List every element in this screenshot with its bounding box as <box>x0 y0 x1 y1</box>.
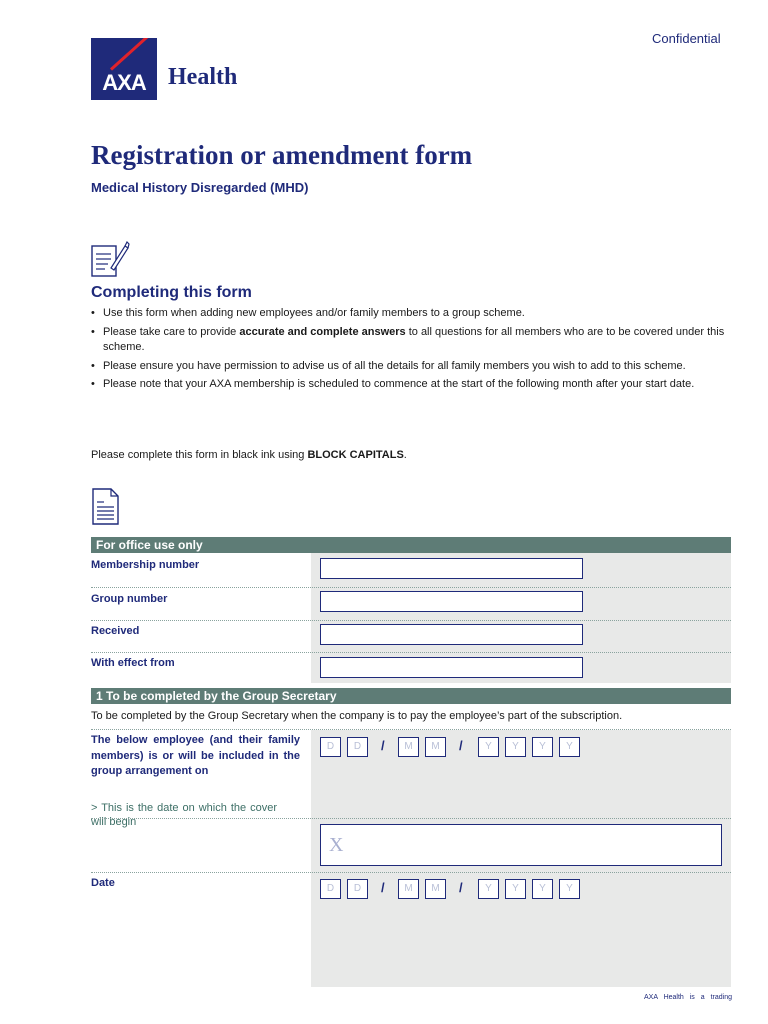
row-divider <box>91 872 731 873</box>
instruction-text: Please ensure you have permission to advise us of all the details for all family members you wish to add to this scheme. <box>103 359 686 372</box>
month-digit-input[interactable]: M <box>398 879 419 899</box>
logo-text: AXA <box>102 70 146 95</box>
confidential-label: Confidential <box>652 31 721 46</box>
membership-number-input[interactable] <box>320 558 583 579</box>
year-digit-input[interactable]: Y <box>532 737 553 757</box>
instructions-list <box>91 306 731 396</box>
received-label: Received <box>91 625 140 637</box>
instruction-text: Use this form when adding new employees and/or family members to a group scheme. <box>103 307 525 319</box>
instruction-text: to all questions for all members who are to be covered under this scheme. <box>103 325 725 353</box>
section1-intro: To be completed by the Group Secretary when the company is to pay the employee’s part of the subscription. <box>91 710 623 722</box>
instruction-item <box>91 377 731 393</box>
instruction-text: Please note that your AXA membership is scheduled to commence at the start of the following month after your start date. <box>103 378 695 390</box>
office-use-heading: For office use only <box>96 538 203 552</box>
month-digit-input[interactable]: M <box>398 737 419 757</box>
ink-note <box>91 449 407 461</box>
group-number-input[interactable] <box>320 591 583 612</box>
date-separator: / <box>381 738 385 753</box>
logo-slash-stripe <box>110 38 157 71</box>
year-digit-input[interactable]: Y <box>505 737 526 757</box>
completing-heading: Completing this form <box>91 284 252 301</box>
date-label: Date <box>91 877 115 889</box>
date-separator: / <box>459 880 463 895</box>
form-title: Registration or amendment form <box>91 140 473 170</box>
cover-start-hint: > This is the date on which the cover will begin <box>91 802 277 828</box>
section1-heading-part: 1 To be completed <box>96 689 204 703</box>
note-text: Please complete this form in black ink using <box>91 449 308 461</box>
instruction-item <box>91 306 731 322</box>
office-use-header <box>91 537 731 553</box>
instruction-text: Please take care to provide <box>103 325 240 338</box>
note-text: . <box>403 449 407 461</box>
signature-mark: X <box>329 834 344 856</box>
axa-logo <box>91 38 157 100</box>
row-divider <box>91 620 731 621</box>
month-digit-input[interactable]: M <box>425 879 446 899</box>
document-icon <box>91 488 121 531</box>
year-digit-input[interactable]: Y <box>532 879 553 899</box>
year-digit-input[interactable]: Y <box>478 879 499 899</box>
date-separator: / <box>381 880 385 895</box>
instruction-item <box>91 325 731 356</box>
effect-from-label: With effect from <box>91 657 175 669</box>
year-digit-input[interactable]: Y <box>559 879 580 899</box>
date-separator: / <box>459 738 463 753</box>
day-digit-input[interactable]: D <box>320 737 341 757</box>
year-digit-input[interactable]: Y <box>505 879 526 899</box>
section1-heading-part: by the Group Secretary <box>203 689 337 703</box>
year-digit-input[interactable]: Y <box>559 737 580 757</box>
row-divider <box>91 587 731 588</box>
day-digit-input[interactable]: D <box>347 737 368 757</box>
form-edit-icon <box>91 240 131 283</box>
group-number-label: Group number <box>91 593 168 605</box>
footer-text: AXA Health is a trading <box>644 994 732 1001</box>
month-digit-input[interactable]: M <box>425 737 446 757</box>
instruction-emphasis: accurate and complete answers <box>239 325 406 338</box>
year-digit-input[interactable]: Y <box>478 737 499 757</box>
inclusion-date-label: The below employee (and their family members) is or will be included in the group arrangement on <box>91 734 300 777</box>
signature-field[interactable] <box>320 824 722 866</box>
instruction-item <box>91 359 731 375</box>
effect-from-input[interactable] <box>320 657 583 678</box>
row-divider <box>91 652 731 653</box>
day-digit-input[interactable]: D <box>347 879 368 899</box>
received-input[interactable] <box>320 624 583 645</box>
membership-number-label: Membership number <box>91 559 200 571</box>
section1-header <box>91 688 731 704</box>
row-divider <box>91 818 731 819</box>
brand-name: Health <box>168 64 238 90</box>
note-emphasis: BLOCK CAPITALS <box>307 449 404 461</box>
form-subtitle: Medical History Disregarded (MHD) <box>91 180 309 195</box>
day-digit-input[interactable]: D <box>320 879 341 899</box>
